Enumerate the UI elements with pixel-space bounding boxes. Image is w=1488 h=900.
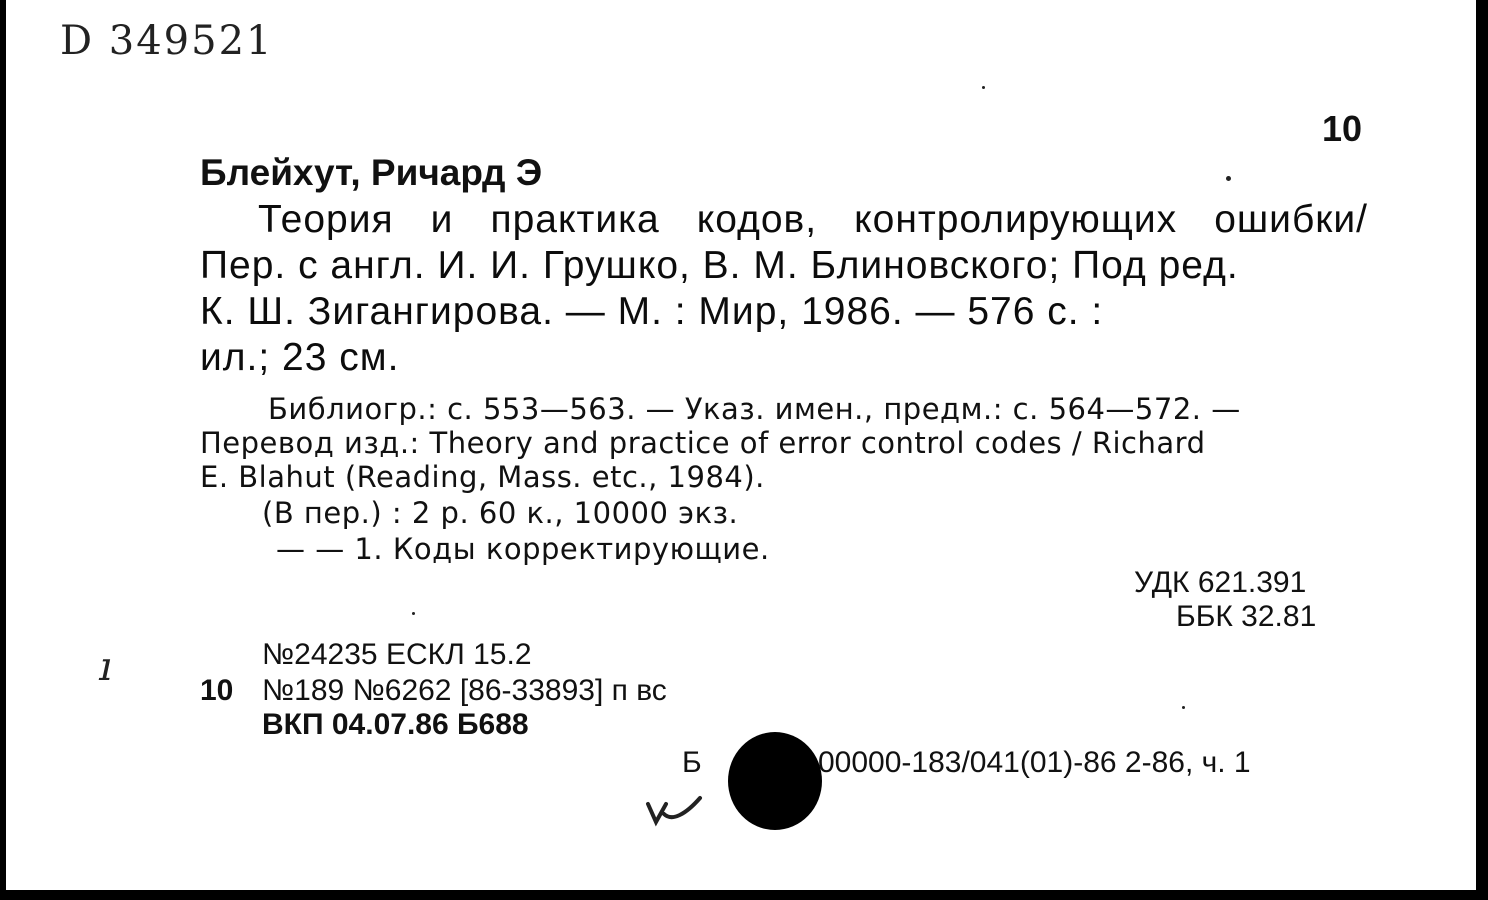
- code-prefix: Б: [682, 746, 702, 779]
- registry-line-3: ВКП 04.07.86 Б688: [262, 708, 529, 741]
- ink-speck: [982, 86, 985, 89]
- margin-mark: ı: [95, 644, 120, 690]
- title-line-4: ил.; 23 см.: [200, 336, 400, 379]
- title-line-2: Пер. с англ. И. И. Грушко, В. М. Блиновского; Под ред.: [200, 244, 1239, 287]
- note-subject: — — 1. Коды корректирующие.: [276, 532, 770, 566]
- author-heading: Блейхут, Ричард Э: [200, 152, 543, 193]
- title-line-3: К. Ш. Зигангирова. — М. : Мир, 1986. — 576 с. :: [200, 290, 1104, 333]
- title-line-1: Теория и практика кодов, контролирующих ошибки/: [258, 198, 1368, 241]
- handwritten-card-number: D 349521: [60, 18, 274, 64]
- registry-line-1: №24235 ЕСКЛ 15.2: [262, 638, 532, 671]
- ink-speck: [1182, 706, 1185, 709]
- note-bibliography: Библиогр.: с. 553—563. — Указ. имен., предм.: с. 564—572. —: [268, 392, 1241, 426]
- udk-code: УДК 621.391: [1134, 566, 1307, 599]
- code-suffix: 00000-183/041(01)-86 2-86, ч. 1: [818, 746, 1251, 779]
- card-corner-number: 10: [1322, 108, 1363, 149]
- ink-blot: [728, 732, 822, 830]
- catalog-card: [6, 0, 1476, 890]
- bbk-code: ББК 32.81: [1176, 600, 1317, 633]
- note-original-title: Перевод изд.: Theory and practice of error control codes / Richard: [200, 426, 1206, 460]
- ink-speck: [412, 612, 415, 615]
- registry-line-2-prefix: 10: [200, 674, 234, 707]
- checkmark-icon: [642, 792, 706, 832]
- registry-line-2: №189 №6262 [86-33893] п вс: [262, 674, 667, 707]
- note-original-publisher: E. Blahut (Reading, Mass. etc., 1984).: [200, 460, 765, 494]
- ink-speck: [1226, 176, 1231, 181]
- note-price: (В пер.) : 2 р. 60 к., 10000 экз.: [262, 496, 739, 530]
- card-edge-right: [1476, 0, 1488, 900]
- card-edge-bottom: [0, 890, 1488, 900]
